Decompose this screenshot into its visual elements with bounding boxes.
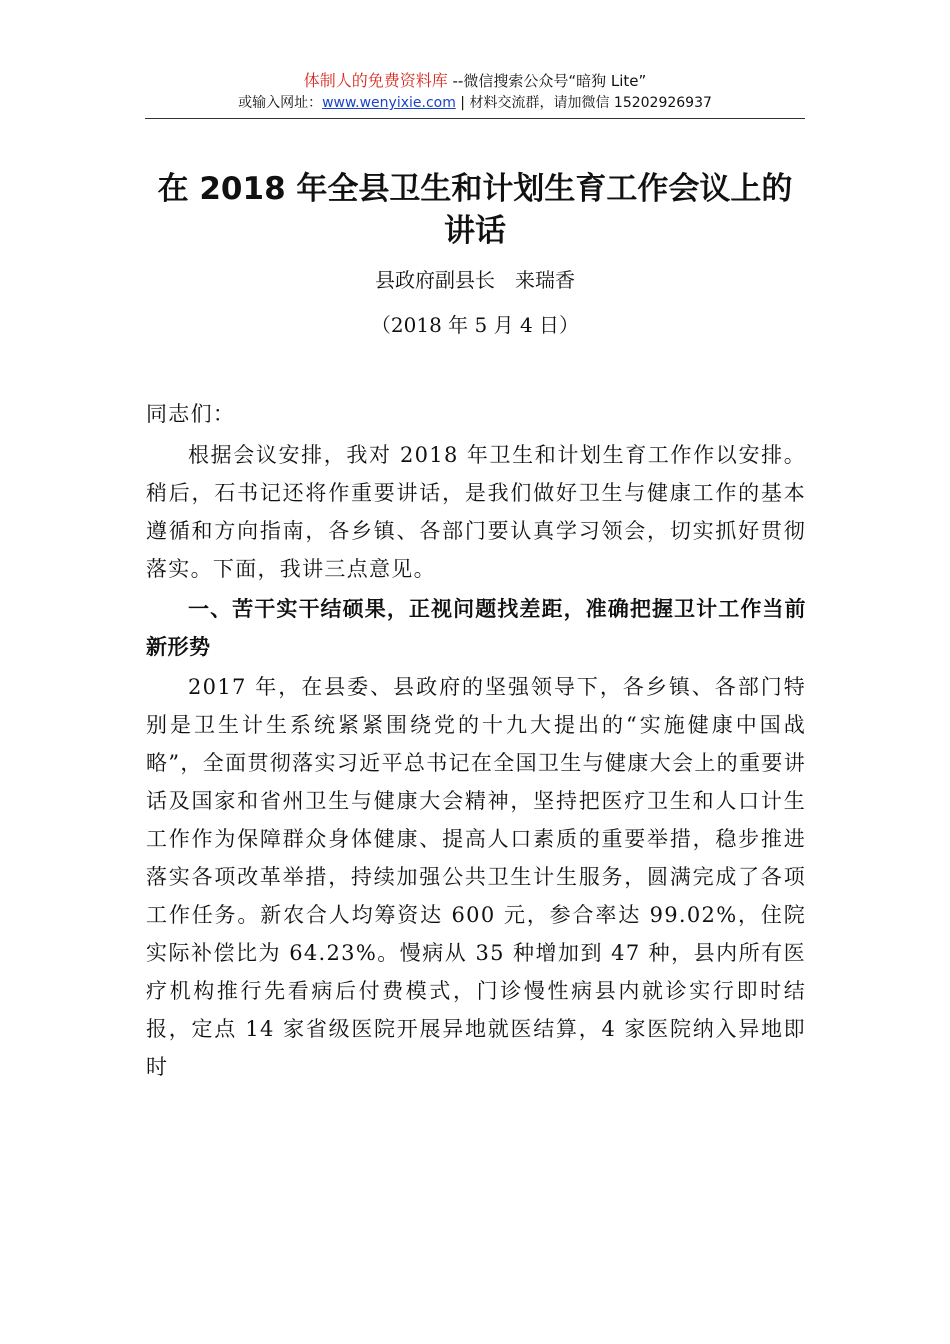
- paragraph: 2017 年，在县委、县政府的坚强领导下，各乡镇、各部门特别是卫生计生系统紧紧围绕党的十九大提出的“实施健康中国战略”，全面贯彻落实习近平总书记在全国卫生与健康大会上的重要讲话及国家和省州卫生与健康大会精神，坚持把医疗卫生和人口计生工作作为保障群众身体健康、提高人口素质的重要举措，稳步推进落实各项改革举措，持续加强公共卫生计生服务，圆满完成了各项工作任务。新农合人均筹资达 600 元，参合率达 99.02%，住院实际补偿比为 64.23%。慢病从 35 种增加到 47 种，县内所有医疗机构推行先看病后付费模式，门诊慢性病县内就诊实行即时结报，定点 14 家省级医院开展异地就医结算，4 家医院纳入异地即时: [146, 675, 806, 1079]
- document-author: 县政府副县长 来瑞香: [375, 268, 575, 292]
- document-body: [146, 395, 806, 1086]
- header-line-1: [145, 70, 805, 92]
- website-link[interactable]: www.wenyixie.com: [322, 95, 456, 111]
- brand-text: 体制人的免费资料库: [303, 71, 448, 90]
- url-prefix: 或输入网址：: [238, 95, 323, 111]
- salutation: 同志们：: [146, 402, 236, 426]
- section-heading: 一、苦干实干结硕果，正视问题找差距，准确把握卫计工作当前新形势: [146, 597, 806, 659]
- contact-note: | 材料交流群，请加微信 15202926937: [455, 95, 712, 111]
- header-line-2: [145, 92, 805, 114]
- document-date: （2018 年 5 月 4 日）: [370, 313, 580, 337]
- header-divider: [145, 118, 805, 119]
- document-title: 在 2018 年全县卫生和计划生育工作会议上的讲话: [157, 171, 793, 249]
- page-header: [145, 70, 805, 114]
- wechat-note: --微信搜索公众号“暗狗 Lite”: [447, 72, 647, 90]
- paragraph: 根据会议安排，我对 2018 年卫生和计划生育工作作以安排。稍后，石书记还将作重要讲话，是我们做好卫生与健康工作的基本遵循和方向指南，各乡镇、各部门要认真学习领会，切实抓好贯彻落实。下面，我讲三点意见。: [146, 443, 806, 581]
